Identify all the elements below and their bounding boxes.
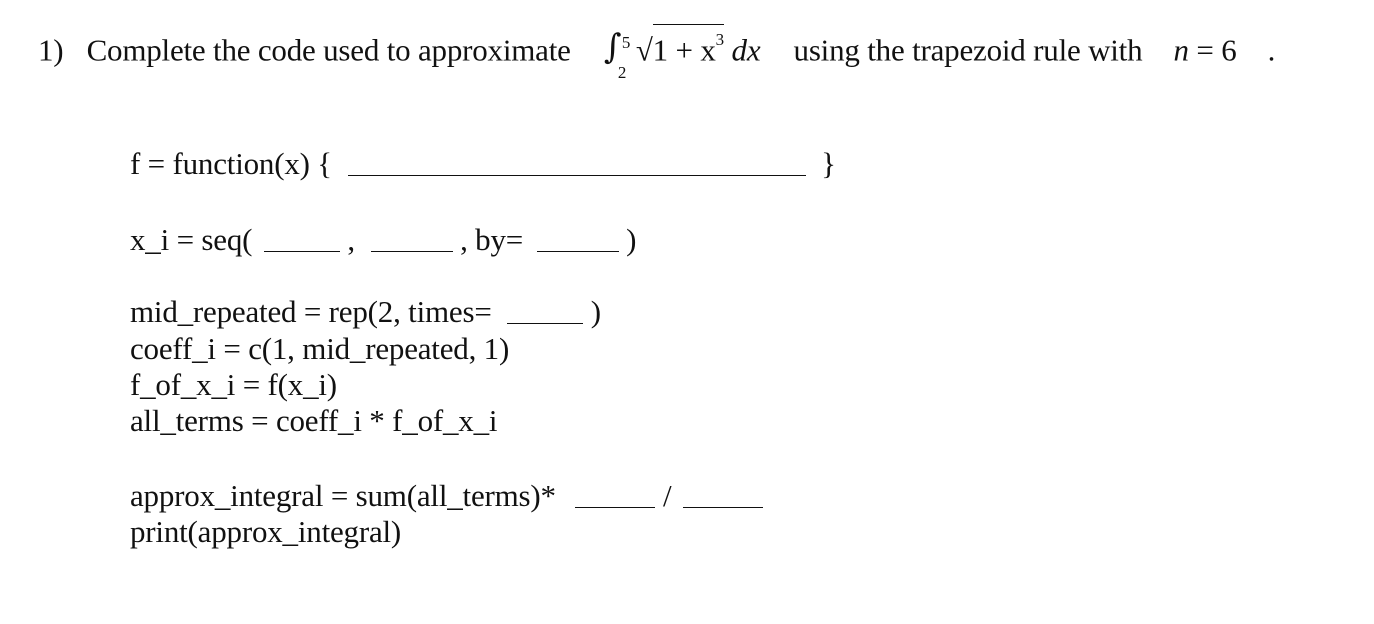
blank-times[interactable] xyxy=(507,322,583,324)
radicand-exponent: 3 xyxy=(715,30,724,49)
blank-seq-from[interactable] xyxy=(264,250,340,252)
question-line xyxy=(38,24,1276,83)
blank-seq-by[interactable] xyxy=(537,250,619,252)
code-approx-prefix: approx_integral = sum(all_terms)* xyxy=(130,478,556,513)
integral-expression xyxy=(598,27,636,83)
code-x-comma1: , xyxy=(347,222,355,257)
blank-seq-to[interactable] xyxy=(371,250,453,252)
n-value: = 6 xyxy=(1196,32,1237,68)
code-approx-slash: / xyxy=(662,478,672,513)
n-variable: n xyxy=(1173,32,1189,68)
code-mid-close: ) xyxy=(590,294,601,329)
code-line-f xyxy=(130,146,836,182)
radical-sign: √ xyxy=(635,32,653,68)
blank-divisor[interactable] xyxy=(683,506,763,508)
question-number: 1) xyxy=(38,32,64,68)
blank-multiplier[interactable] xyxy=(575,506,655,508)
code-line-coeff xyxy=(130,331,509,367)
code-x-close: ) xyxy=(626,222,637,257)
code-line-all-terms xyxy=(130,403,497,439)
integral-dx: dx xyxy=(731,32,761,68)
integral-lower-limit: 2 xyxy=(617,63,627,83)
code-all-terms: all_terms = coeff_i * f_of_x_i xyxy=(130,403,498,438)
square-root xyxy=(636,24,724,68)
code-f-suffix: } xyxy=(821,146,836,181)
question-text-after: using the trapezoid rule with xyxy=(793,32,1143,68)
code-line-print xyxy=(130,514,401,550)
code-line-x xyxy=(130,222,636,258)
code-x-by: , by= xyxy=(460,222,524,257)
code-mid-prefix: mid_repeated = rep(2, times= xyxy=(130,294,492,329)
code-line-fofx xyxy=(130,367,337,403)
code-print: print(approx_integral) xyxy=(130,514,402,549)
question-text-before: Complete the code used to approximate xyxy=(86,32,571,68)
code-line-approx xyxy=(130,478,763,514)
radicand-base: 1 + x xyxy=(652,32,716,68)
code-f-prefix: f = function(x) { xyxy=(130,146,332,181)
code-line-mid xyxy=(130,294,601,330)
code-fofx: f_of_x_i = f(x_i) xyxy=(130,367,337,402)
question-period: . xyxy=(1267,32,1276,68)
integral-sign: ∫ xyxy=(603,27,622,68)
code-coeff: coeff_i = c(1, mid_repeated, 1) xyxy=(130,331,510,366)
integral-upper-limit: 5 xyxy=(621,33,631,53)
code-x-prefix: x_i = seq( xyxy=(130,222,253,257)
radicand xyxy=(653,24,724,68)
blank-function-body[interactable] xyxy=(348,174,806,176)
